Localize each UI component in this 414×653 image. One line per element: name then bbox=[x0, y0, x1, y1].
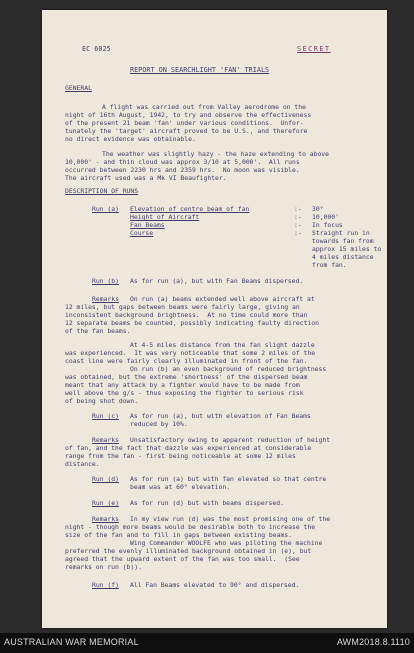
remarks-line: In my view run (d) was the most promising one of the bbox=[130, 515, 331, 523]
document-page bbox=[42, 10, 387, 628]
para3-line: of being shot down. bbox=[65, 397, 139, 405]
run-a-value: 30° bbox=[312, 205, 324, 213]
remarks-line: On run (a) beams extended well above aircraft at bbox=[130, 295, 315, 303]
remarks-line: of the fan beams. bbox=[65, 327, 131, 335]
remarks-line: agreed that the upward extent of the fan was too small. (See bbox=[65, 555, 300, 563]
para2-line: The weather was slightly hazy - the haze extending to above bbox=[102, 150, 330, 158]
para2-line: The aircraft used was a Mk VI Beaufighter. bbox=[65, 174, 227, 182]
run-a-separator: :- bbox=[294, 229, 302, 237]
para2-line: occurred between 2230 hrs and 2359 hrs. No moon was visible. bbox=[65, 166, 300, 174]
run-a-value: 4 miles distance bbox=[312, 253, 374, 261]
para3-line: well above the g/s - thus exposing the fighter to serious risk bbox=[65, 389, 304, 397]
run-a-value: Straight run in bbox=[312, 229, 370, 237]
remarks-label: Remarks bbox=[92, 295, 119, 303]
para1-line: of the present 21 beam 'fan' under various conditions. Unfor- bbox=[65, 119, 304, 127]
run-c-line: As for run (a), but with elevation of Fan Beams bbox=[130, 412, 311, 420]
remarks-line: inconsistent background brightness. At no time could more than bbox=[65, 311, 308, 319]
para3-line: coast line were fairly clearly illuminated in front of the fan. bbox=[65, 357, 308, 365]
run-c-line: reduced by 10%. bbox=[130, 420, 188, 428]
remarks-line: of fan, and the fact that dazzle was experienced at considerable bbox=[65, 444, 312, 452]
para3-line: At 4-5 miles distance from the fan slight dazzle bbox=[130, 341, 315, 349]
run-a-separator: :- bbox=[294, 213, 302, 221]
para2-line: 10,000' - and thin cloud was approx 3/10 at 5,000'. All runs bbox=[65, 158, 300, 166]
run-e-text: As for run (d) but with beams dispersed. bbox=[130, 499, 284, 507]
run-a-item: Elevation of centre beam of fan bbox=[130, 205, 250, 213]
run-a-value: towards fan from bbox=[312, 237, 374, 245]
run-d-line: beam was at 60° elevation. bbox=[130, 483, 231, 491]
run-a-item: Height of Aircraft bbox=[130, 213, 200, 221]
remarks-line: preferred the evenly illuminated background obtained in (e), but bbox=[65, 547, 312, 555]
remarks-line: 12 miles, but gaps between beams were fairly large, giving an bbox=[65, 303, 300, 311]
remarks-label: Remarks bbox=[92, 515, 119, 523]
remarks-line: remarks on run (b)). bbox=[65, 563, 142, 571]
run-a-label: Run (a) bbox=[92, 205, 119, 213]
para1-line: no direct evidence was obtainable. bbox=[65, 135, 196, 143]
run-a-separator: :- bbox=[294, 205, 302, 213]
remarks-line: Wing Commander WOOLFE who was piloting the machine bbox=[130, 539, 323, 547]
document-reference: EC 6025 bbox=[82, 45, 111, 53]
classification-label: SECRET bbox=[297, 45, 331, 53]
remarks-line: 12 separate beams be counted, possibly indicating faulty direction bbox=[65, 319, 319, 327]
para3-line: On run (b) an even background of reduced brightness bbox=[130, 365, 327, 373]
para3-line: meant that any attack by a fighter would have to be made from bbox=[65, 381, 300, 389]
footer-bar bbox=[0, 633, 414, 653]
para1-line: night of 16th August, 1942, to try and observe the effectiveness bbox=[65, 111, 312, 119]
para3-line: was experienced. It was very noticeable that some 2 miles of the bbox=[65, 349, 316, 357]
footer-accession-number: AWM2018.8.1110 bbox=[336, 637, 410, 647]
run-a-item: Fan Beams bbox=[130, 221, 165, 229]
run-a-item: Course bbox=[130, 229, 154, 237]
general-heading: GENERAL bbox=[65, 84, 92, 92]
remarks-line: distance. bbox=[65, 460, 100, 468]
footer-institution: AUSTRALIAN WAR MEMORIAL bbox=[4, 637, 139, 647]
para1-line: A flight was carried out from Valley aerodrome on the bbox=[102, 103, 306, 111]
run-a-value: approx 15 miles to bbox=[312, 245, 382, 253]
para3-line: was obtained, but the extreme 'shortness' of the dispersed beam bbox=[65, 373, 308, 381]
run-a-value: from fan. bbox=[312, 261, 347, 269]
run-a-value: In focus bbox=[312, 221, 343, 229]
remarks-line: range from the fan - first being noticeable at some 12 miles bbox=[65, 452, 296, 460]
remarks-line: size of the fan and to fill in gaps between existing beams. bbox=[65, 531, 293, 539]
run-a-separator: :- bbox=[294, 221, 302, 229]
run-a-value: 10,000' bbox=[312, 213, 339, 221]
description-heading: DESCRIPTION OF RUNS bbox=[65, 187, 139, 195]
run-d-line: As for run (a) but with fan elevated so that centre bbox=[130, 475, 327, 483]
remarks-label: Remarks bbox=[92, 436, 119, 444]
run-f-text: All Fan Beams elevated to 90° and dispersed. bbox=[130, 581, 300, 589]
remarks-line: night - though more beams would be desirable both to increase the bbox=[65, 523, 316, 531]
run-d-label: Run (d) bbox=[92, 475, 119, 483]
run-b-label: Run (b) bbox=[92, 277, 119, 285]
remarks-line: Unsatisfactory owing to apparent reduction of height bbox=[130, 436, 331, 444]
run-c-label: Run (c) bbox=[92, 412, 119, 420]
run-f-label: Run (f) bbox=[92, 581, 119, 589]
run-b-text: As for run (a), but with Fan Beams dispersed. bbox=[130, 277, 304, 285]
run-e-label: Run (e) bbox=[92, 499, 119, 507]
report-title: REPORT ON SEARCHLIGHT 'FAN' TRIALS bbox=[130, 66, 270, 74]
para1-line: tunately the 'target' aircraft proved to be U.S., and therefore bbox=[65, 127, 308, 135]
